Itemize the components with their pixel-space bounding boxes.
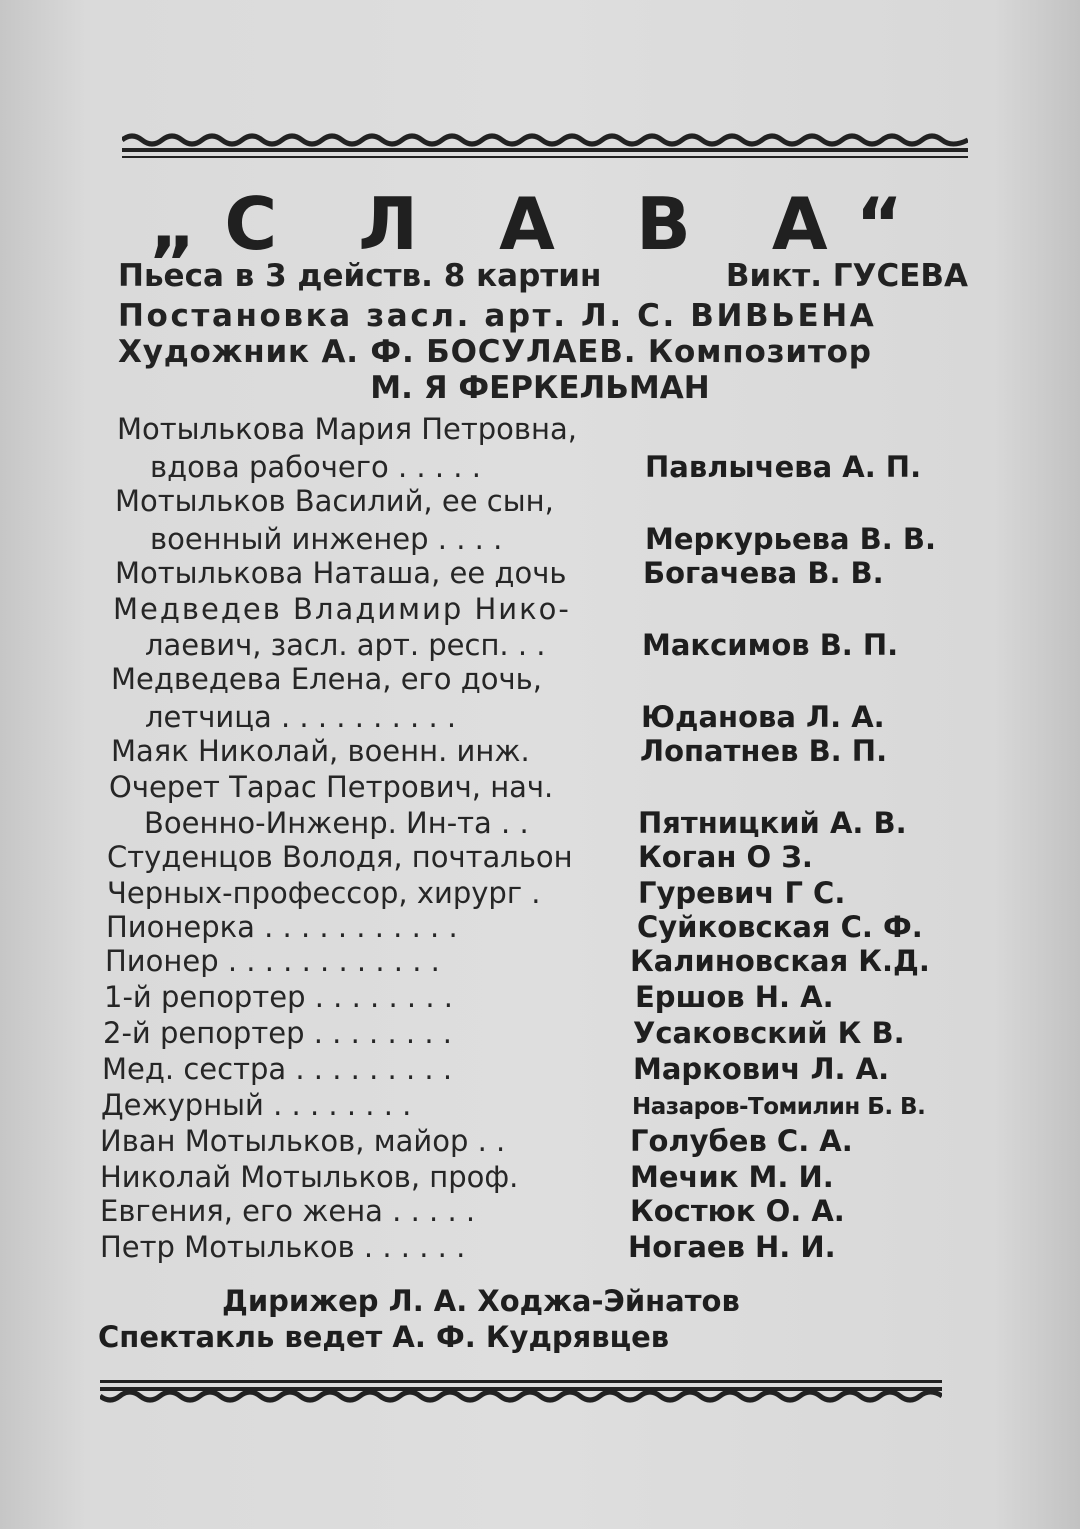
cast-actor: Богачева В. В.	[643, 556, 884, 590]
cast-row	[0, 1124, 1080, 1160]
cast-actor: Коган О З.	[638, 840, 813, 874]
cast-role: Иван Мотыльков, майор . .	[100, 1124, 506, 1158]
cast-actor: Калиновская К.Д.	[630, 944, 930, 978]
cast-row	[0, 876, 1080, 912]
cast-actor: Мечик М. И.	[630, 1160, 834, 1194]
cast-actor: Ногаев Н. И.	[628, 1230, 836, 1264]
cast-row	[0, 806, 1080, 842]
cast-row	[0, 910, 1080, 946]
cast-row	[0, 662, 1080, 698]
cast-actor: Меркурьева В. В.	[645, 522, 936, 556]
cast-actor: Назаров-Томилин Б. В.	[632, 1094, 926, 1120]
cast-row	[0, 700, 1080, 736]
cast-row	[0, 1052, 1080, 1088]
cast-role: летчица . . . . . . . . . .	[145, 700, 457, 734]
cast-actor: Костюк О. А.	[630, 1194, 845, 1228]
cast-row	[0, 770, 1080, 806]
cast-role: Евгения, его жена . . . . .	[100, 1194, 476, 1228]
cast-row	[0, 1194, 1080, 1230]
stage-manager-credit: Спектакль ведет А. Ф. Кудрявцев	[98, 1320, 670, 1354]
cast-role: 2-й репортер . . . . . . . .	[103, 1016, 452, 1050]
cast-role: Мотылькова Наташа, ее дочь	[115, 556, 567, 590]
cast-row	[0, 1088, 1080, 1124]
play-author: Викт. ГУСЕВА	[725, 258, 968, 294]
cast-row	[0, 944, 1080, 980]
cast-actor: Усаковский К В.	[633, 1016, 905, 1050]
cast-actor: Маркович Л. А.	[633, 1052, 890, 1086]
composer-credit: М. Я ФЕРКЕЛЬМАН	[370, 370, 710, 406]
cast-role: Черных-профессор, хирург .	[107, 876, 541, 910]
cast-role: Мотыльков Василий, ее сын,	[115, 484, 554, 518]
play-description: Пьеса в 3 действ. 8 картин	[118, 258, 602, 294]
cast-row	[0, 450, 1080, 486]
cast-role: 1-й репортер . . . . . . . .	[104, 980, 453, 1014]
cast-role: военный инженер . . . .	[150, 522, 503, 556]
cast-row	[0, 840, 1080, 876]
cast-row	[0, 412, 1080, 448]
cast-role: Студенцов Володя, почтальон	[107, 840, 573, 874]
cast-row	[0, 1016, 1080, 1052]
cast-role: Пионер . . . . . . . . . . . .	[105, 944, 440, 978]
cast-actor: Лопатнев В. П.	[640, 734, 888, 768]
cast-role: Мед. сестра . . . . . . . . .	[102, 1052, 453, 1086]
cast-role: Николай Мотыльков, проф.	[100, 1160, 519, 1194]
cast-row	[0, 556, 1080, 592]
cast-role: Военно-Инженр. Ин-та . .	[144, 806, 529, 840]
artist-credit: Художник А. Ф. БОСУЛАЕВ. Композитор	[118, 334, 872, 370]
play-title: „С Л А В А“	[149, 182, 931, 266]
conductor-credit: Дирижер Л. А. Ходжа-Эйнатов	[222, 1284, 740, 1318]
cast-actor: Голубев С. А.	[630, 1124, 853, 1158]
cast-row	[0, 592, 1080, 628]
cast-role: Пионерка . . . . . . . . . . .	[106, 910, 458, 944]
cast-role: лаевич, засл. арт. респ. . .	[145, 628, 546, 662]
cast-role: Медведева Елена, его дочь,	[111, 662, 542, 696]
cast-role: Петр Мотыльков . . . . . .	[100, 1230, 466, 1264]
cast-actor: Суйковская С. Ф.	[637, 910, 923, 944]
cast-actor: Юданова Л. А.	[641, 700, 885, 734]
cast-actor: Гуревич Г С.	[638, 876, 846, 910]
cast-role: Дежурный . . . . . . . .	[101, 1088, 412, 1122]
cast-row	[0, 1160, 1080, 1196]
cast-role: Мотылькова Мария Петровна,	[117, 412, 577, 446]
cast-actor: Ершов Н. А.	[635, 980, 834, 1014]
cast-row	[0, 484, 1080, 520]
bottom-ornament-border	[100, 1376, 942, 1406]
director-credit: Постановка засл. арт. Л. С. ВИВЬЕНА	[118, 298, 877, 334]
cast-row	[0, 522, 1080, 558]
cast-role: Маяк Николай, военн. инж.	[111, 734, 530, 768]
cast-role: вдова рабочего . . . . .	[150, 450, 481, 484]
cast-actor: Павлычева А. П.	[645, 450, 922, 484]
cast-row	[0, 734, 1080, 770]
cast-actor: Максимов В. П.	[642, 628, 899, 662]
cast-row	[0, 1230, 1080, 1266]
cast-actor: Пятницкий А. В.	[638, 806, 907, 840]
cast-role: Очерет Тарас Петрович, нач.	[109, 770, 554, 804]
cast-row	[0, 628, 1080, 664]
cast-role: Медведев Владимир Нико-	[113, 592, 571, 626]
cast-row	[0, 980, 1080, 1016]
